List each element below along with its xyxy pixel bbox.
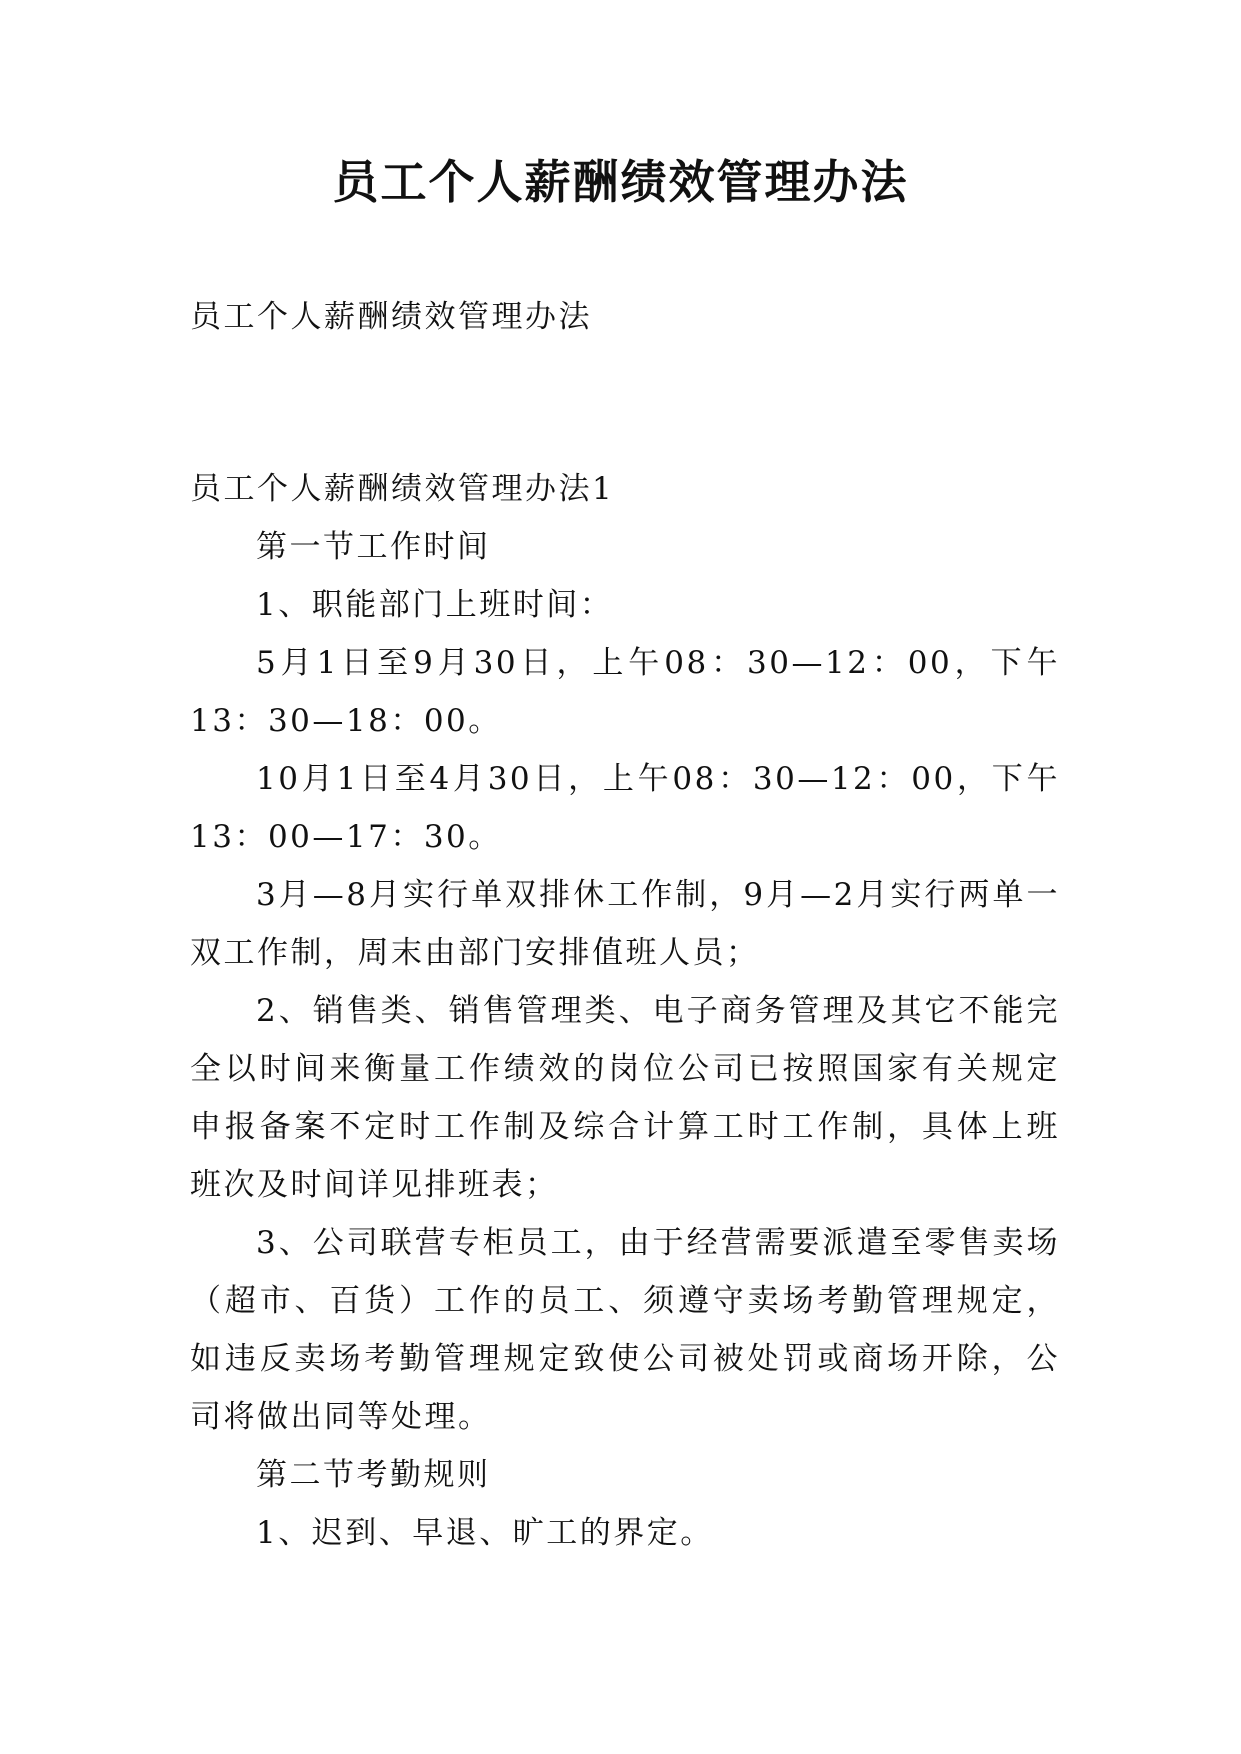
paragraph: 1、迟到、早退、旷工的界定。 [256, 1515, 714, 1551]
document-body [190, 460, 1060, 1562]
document-title: 员工个人薪酬绩效管理办法 [332, 155, 909, 209]
paragraph: 5月1日至9月30日，上午08：30—12：00，下午13：30—18：00。 [190, 645, 1060, 739]
section-heading: 员工个人薪酬绩效管理办法1 [190, 471, 615, 507]
chapter-heading: 第二节考勤规则 [256, 1457, 491, 1493]
paragraph: 1、职能部门上班时间： [256, 587, 614, 623]
chapter-heading: 第一节工作时间 [256, 529, 491, 565]
paragraph: 10月1日至4月30日，上午08：30—12：00，下午13：00—17：30。 [190, 761, 1060, 855]
paragraph: 2、销售类、销售管理类、电子商务管理及其它不能完全以时间来衡量工作绩效的岗位公司已按照国家有关规定申报备案不定时工作制及综合计算工时工作制，具体上班班次及时间详见排班表； [190, 993, 1060, 1203]
paragraph: 3、公司联营专柜员工，由于经营需要派遣至零售卖场（超市、百货）工作的员工、须遵守卖场考勤管理规定，如违反卖场考勤管理规定致使公司被处罚或商场开除，公司将做出同等处理。 [190, 1225, 1060, 1435]
document-subtitle: 员工个人薪酬绩效管理办法 [190, 299, 592, 335]
paragraph: 3月—8月实行单双排休工作制，9月—2月实行两单一双工作制，周末由部门安排值班人员； [190, 877, 1060, 971]
